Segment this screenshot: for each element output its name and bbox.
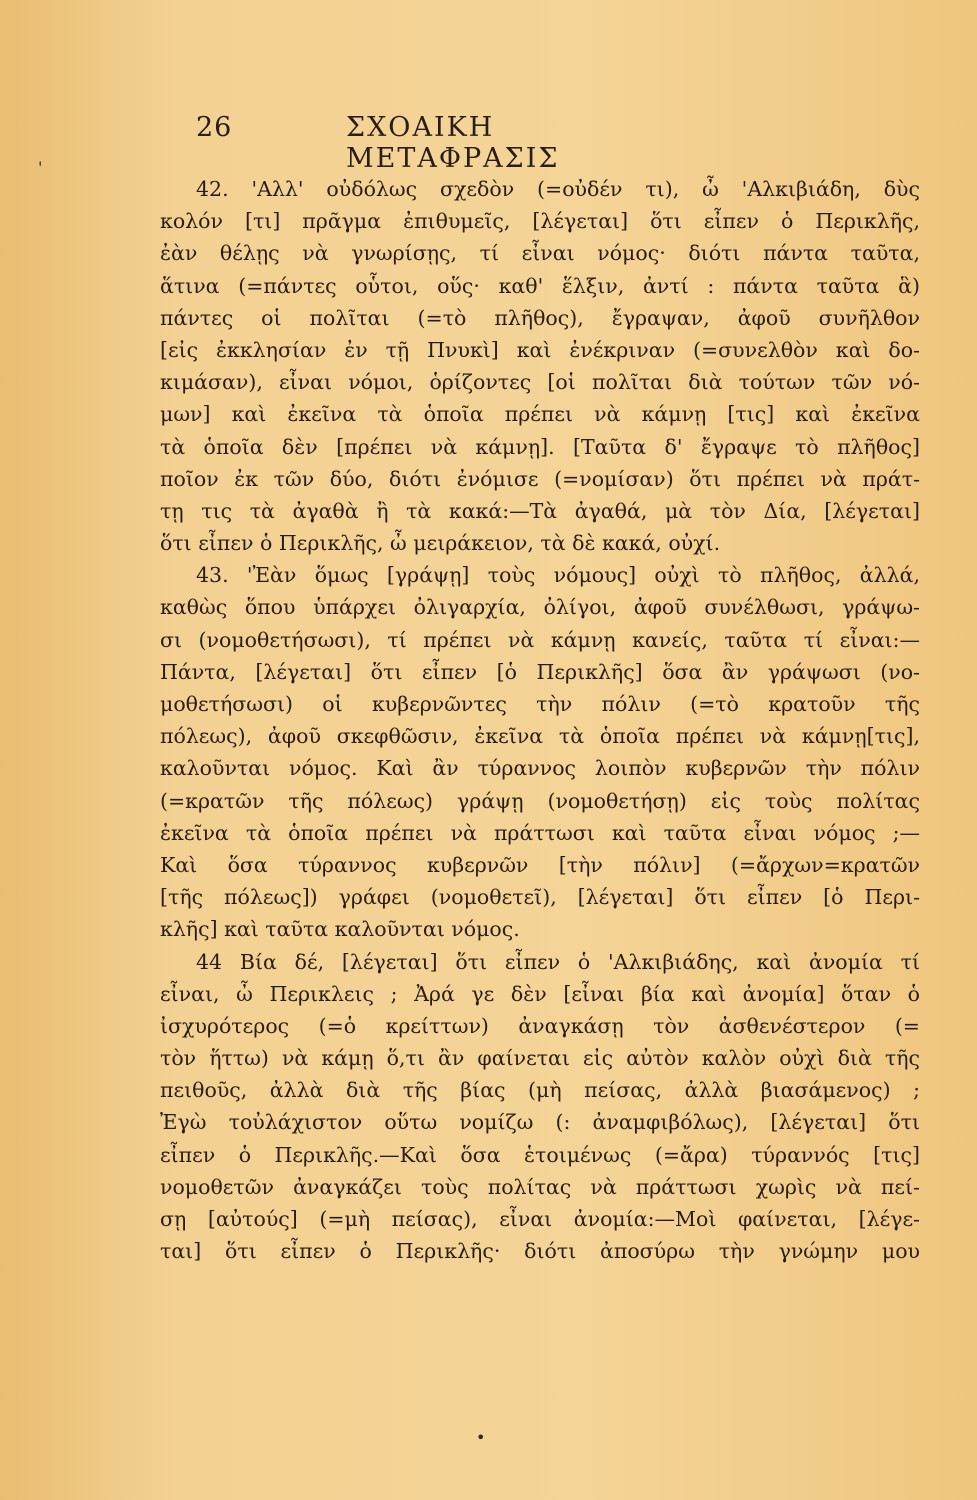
text-line: πάντες οἱ πολῖται (=τὸ πλῆθος), ἔγραψαν, ἀφοῦ συνῆλθον: [160, 305, 920, 330]
text-line: ἐὰν θέλῃς νὰ γνωρίσῃς, τί εἶναι νόμος· διότι πάντα ταῦτα,: [160, 241, 920, 266]
text-line: [εἰς ἐκκλησίαν ἐν τῇ Πνυκὶ] καὶ ἐνέκριναν (=συνελθὸν καὶ δο-: [160, 337, 920, 362]
text-line: νομοθετῶν ἀναγκάζει τοὺς πολίτας νὰ πράττωσι χωρὶς νὰ πεί-: [160, 1174, 920, 1199]
text-line: μοθετήσωσι) οἱ κυβερνῶντες τὴν πόλιν (=τὸ κρατοῦν τῆς: [160, 692, 920, 716]
text-line: ἐκεῖνα τὰ ὁποῖα πρέπει νὰ πράττωσι καὶ ταῦτα εἶναι νόμος ;—: [160, 820, 920, 845]
text-line: κολόν [τι] πρᾶγμα ἐπιθυμεῖς, [λέγεται] ὅτι εἶπεν ὁ Περικλῆς,: [160, 209, 920, 234]
text-line: Πάντα, [λέγεται] ὅτι εἶπεν [ὁ Περικλῆς] ὅσα ἂν γράψωσι (νο-: [160, 659, 920, 684]
text-line: [τῆς πόλεως]) γράφει (νομοθετεῖ), [λέγεται] ὅτι εἶπεν [ὁ Περι-: [160, 885, 920, 910]
text-line: εἶναι, ὦ Περικλεις ; Ἀρά γε δὲν [εἶναι βία καὶ ἀνομία] ὅταν ὁ: [160, 981, 920, 1006]
text-line: 42. 'Αλλ' οὐδόλως σχεδὸν (=οὐδέν τι), ὦ 'Αλκιβιάδη, δὺς: [196, 177, 920, 201]
text-body: [160, 173, 920, 1267]
margin-mark-bottom: •: [476, 1428, 486, 1447]
page-number: 26: [196, 112, 233, 143]
text-line: τὰ ὁποῖα δὲν [πρέπει νὰ κάμνῃ]. [Ταῦτα δ' ἔγραψε τὸ πλῆθος]: [160, 434, 920, 459]
text-line: πόλεως), ἀφοῦ σκεφθῶσιν, ἐκεῖνα τὰ ὁποῖα πρέπει νὰ κάμνῃ[τις],: [160, 724, 920, 749]
margin-mark-left: ': [38, 158, 43, 177]
text-line: ποῖον ἐκ τῶν δύο, διότι ἐνόμισε (=νομίσαν) ὅτι πρέπει νὰ πράτ-: [160, 466, 920, 491]
page-header: [196, 112, 716, 174]
text-line: εἶπεν ὁ Περικλῆς.—Καὶ ὅσα ἑτοιμένως (=ἄρα) τύραννός [τις]: [160, 1142, 920, 1167]
text-line: (=κρατῶν τῆς πόλεως) γράψῃ (νομοθετήσῃ) εἰς τοὺς πολίτας: [160, 788, 920, 813]
text-line: 43. 'Ἐὰν ὅμως [γράψῃ] τοὺς νόμους] οὐχὶ τὸ πλῆθος, ἀλλά,: [196, 563, 920, 588]
text-line: καθὼς ὅπου ὑπάρχει ὀλιγαρχία, ὀλίγοι, ἀφοῦ συνέλθωσι, γράψω-: [160, 595, 920, 620]
text-line: Ἐγὼ τοὐλάχιστον οὕτω νομίζω (: ἀναμφιβόλως), [λέγεται] ὅτι: [160, 1110, 920, 1135]
text-line: ται] ὅτι εἶπεν ὁ Περικλῆς· διότι ἀποσύρω τὴν γνώμην μου: [160, 1239, 920, 1264]
text-line: τῃ τις τὰ ἀγαθὰ ἢ τὰ κακά:—Τὰ ἀγαθά, μὰ τὸν Δία, [λέγεται]: [160, 498, 920, 523]
text-line: κλῆς] καὶ ταῦτα καλοῦνται νόμος.: [160, 917, 520, 942]
text-line: Καὶ ὅσα τύραννος κυβερνῶν [τὴν πόλιν] (=ἄρχων=κρατῶν: [160, 852, 920, 877]
text-line: ἰσχυρότερος (=ὁ κρείττων) ἀναγκάσῃ τὸν ἀσθενέστερον (=: [160, 1013, 920, 1038]
running-title: ΣΧΟΑΙΚΗ ΜΕΤΑΦΡΑΣΙΣ: [346, 112, 560, 174]
text-line: σῃ [αὐτούς] (=μὴ πείσας), εἶναι ἀνομία:—Μοὶ φαίνεται, [λέγε-: [160, 1207, 920, 1231]
text-line: τὸν ἥττω) νὰ κάμῃ ὅ,τι ἂν φαίνεται εἰς αὐτὸν καλὸν οὐχὶ διὰ τῆς: [160, 1046, 920, 1071]
text-line: ἅτινα (=πάντες οὗτοι, οὕς· καθ' ἕλξιν, ἀντί : πάντα ταῦτα ἃ): [160, 273, 920, 298]
text-line: μων] καὶ ἐκεῖνα τὰ ὁποῖα πρέπει νὰ κάμνῃ [τις] καὶ ἐκεῖνα: [160, 402, 920, 427]
text-line: κιμάσαν), εἶναι νόμοι, ὁρίζοντες [οἱ πολῖται διὰ τούτων τῶν νό-: [160, 370, 920, 395]
text-line: 44 Βία δέ, [λέγεται] ὅτι εἶπεν ὁ 'Αλκιβιάδης, καὶ ἀνομία τί: [196, 949, 920, 974]
text-line: πειθοῦς, ἀλλὰ διὰ τῆς βίας (μὴ πείσας, ἀλλὰ βιασάμενος) ;: [160, 1078, 920, 1103]
text-line: ὅτι εἶπεν ὁ Περικλῆς, ὦ μειράκειον, τὰ δὲ κακά, οὐχί.: [160, 531, 721, 556]
text-line: σι (νομοθετήσωσι), τί πρέπει νὰ κάμνῃ κανείς, ταῦτα τί εἶναι:—: [160, 627, 920, 652]
text-line: καλοῦνται νόμος. Καὶ ἂν τύραννος λοιπὸν κυβερνῶν τὴν πόλιν: [160, 756, 920, 781]
